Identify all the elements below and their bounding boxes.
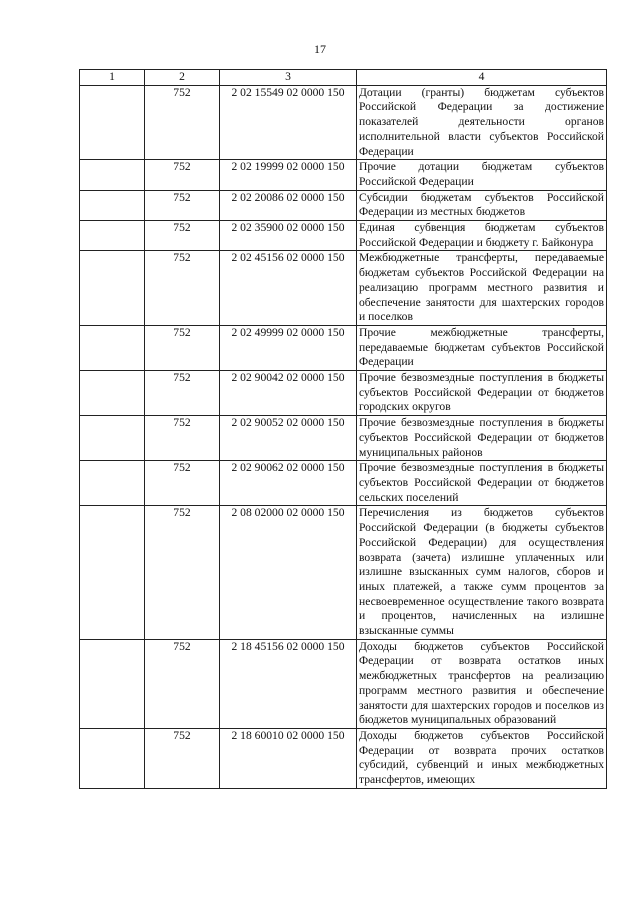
table-row [80,416,607,461]
budget-code-cell: 2 02 90042 02 0000 150 [220,371,357,416]
header-col-4: 4 [357,70,607,86]
row-col-1 [80,251,145,326]
budget-code-cell: 2 02 15549 02 0000 150 [220,85,357,160]
admin-code-cell: 752 [145,325,220,370]
budget-code-cell: 2 18 60010 02 0000 150 [220,728,357,788]
admin-code-cell: 752 [145,639,220,728]
header-col-3: 3 [220,70,357,86]
budget-code-cell: 2 02 20086 02 0000 150 [220,190,357,220]
budget-code-cell: 2 08 02000 02 0000 150 [220,506,357,639]
table-row [80,325,607,370]
budget-code-cell: 2 02 35900 02 0000 150 [220,221,357,251]
income-name-cell: Субсидии бюджетам субъектов Российской Федерации из местных бюджетов [357,190,607,220]
header-col-2: 2 [145,70,220,86]
budget-code-cell: 2 02 19999 02 0000 150 [220,160,357,190]
income-name-cell: Доходы бюджетов субъектов Российской Федерации от возврата прочих остатков субсидий, субвенций и иных межбюджетных трансфертов, имеющих [357,728,607,788]
admin-code-cell: 752 [145,461,220,506]
budget-code-cell: 2 02 90052 02 0000 150 [220,416,357,461]
table-row [80,728,607,788]
income-name-cell: Единая субвенция бюджетам субъектов Российской Федерации и бюджету г. Байконура [357,221,607,251]
row-col-1 [80,371,145,416]
table-row [80,506,607,639]
admin-code-cell: 752 [145,728,220,788]
table-row [80,639,607,728]
row-col-1 [80,461,145,506]
row-col-1 [80,416,145,461]
budget-code-cell: 2 02 49999 02 0000 150 [220,325,357,370]
income-name-cell: Перечисления из бюджетов субъектов Российской Федерации (в бюджеты субъектов Российской Федерации) для осуществления возврата (зачета) излишне уплаченных или излишне взысканных сумм налогов, сборов и иных платежей, а также сумм процентов за несвоевременное осуществление такого возврата и процентов, начисленных на излишне взысканные суммы [357,506,607,639]
table-row [80,160,607,190]
table-header-row [80,70,607,86]
admin-code-cell: 752 [145,85,220,160]
admin-code-cell: 752 [145,221,220,251]
admin-code-cell: 752 [145,506,220,639]
table-row [80,85,607,160]
row-col-1 [80,160,145,190]
table-row [80,251,607,326]
table-row [80,461,607,506]
income-name-cell: Прочие безвозмездные поступления в бюджеты субъектов Российской Федерации от бюджетов муниципальных районов [357,416,607,461]
table-row [80,190,607,220]
admin-code-cell: 752 [145,251,220,326]
income-name-cell: Дотации (гранты) бюджетам субъектов Российской Федерации за достижение показателей деятельности органов исполнительной власти субъектов Российской Федерации [357,85,607,160]
row-col-1 [80,85,145,160]
row-col-1 [80,728,145,788]
budget-code-cell: 2 02 45156 02 0000 150 [220,251,357,326]
table-row [80,371,607,416]
income-name-cell: Доходы бюджетов субъектов Российской Федерации от возврата остатков иных межбюджетных трансфертов на реализацию программ местного развития и обеспечение занятости для шахтерских городов и поселков из бюджетов муниципальных образований [357,639,607,728]
admin-code-cell: 752 [145,190,220,220]
header-col-1: 1 [80,70,145,86]
page-number: 17 [314,42,326,56]
row-col-1 [80,506,145,639]
row-col-1 [80,325,145,370]
budget-code-cell: 2 02 90062 02 0000 150 [220,461,357,506]
income-name-cell: Прочие межбюджетные трансферты, передаваемые бюджетам субъектов Российской Федерации [357,325,607,370]
row-col-1 [80,639,145,728]
row-col-1 [80,221,145,251]
budget-code-cell: 2 18 45156 02 0000 150 [220,639,357,728]
admin-code-cell: 752 [145,371,220,416]
table-row [80,221,607,251]
income-name-cell: Прочие безвозмездные поступления в бюджеты субъектов Российской Федерации от бюджетов сельских поселений [357,461,607,506]
revenue-codes-table [79,69,607,789]
income-name-cell: Прочие дотации бюджетам субъектов Российской Федерации [357,160,607,190]
income-name-cell: Прочие безвозмездные поступления в бюджеты субъектов Российской Федерации от бюджетов городских округов [357,371,607,416]
row-col-1 [80,190,145,220]
admin-code-cell: 752 [145,416,220,461]
income-name-cell: Межбюджетные трансферты, передаваемые бюджетам субъектов Российской Федерации на реализацию программ местного развития и обеспечение занятости для шахтерских городов и поселков [357,251,607,326]
admin-code-cell: 752 [145,160,220,190]
